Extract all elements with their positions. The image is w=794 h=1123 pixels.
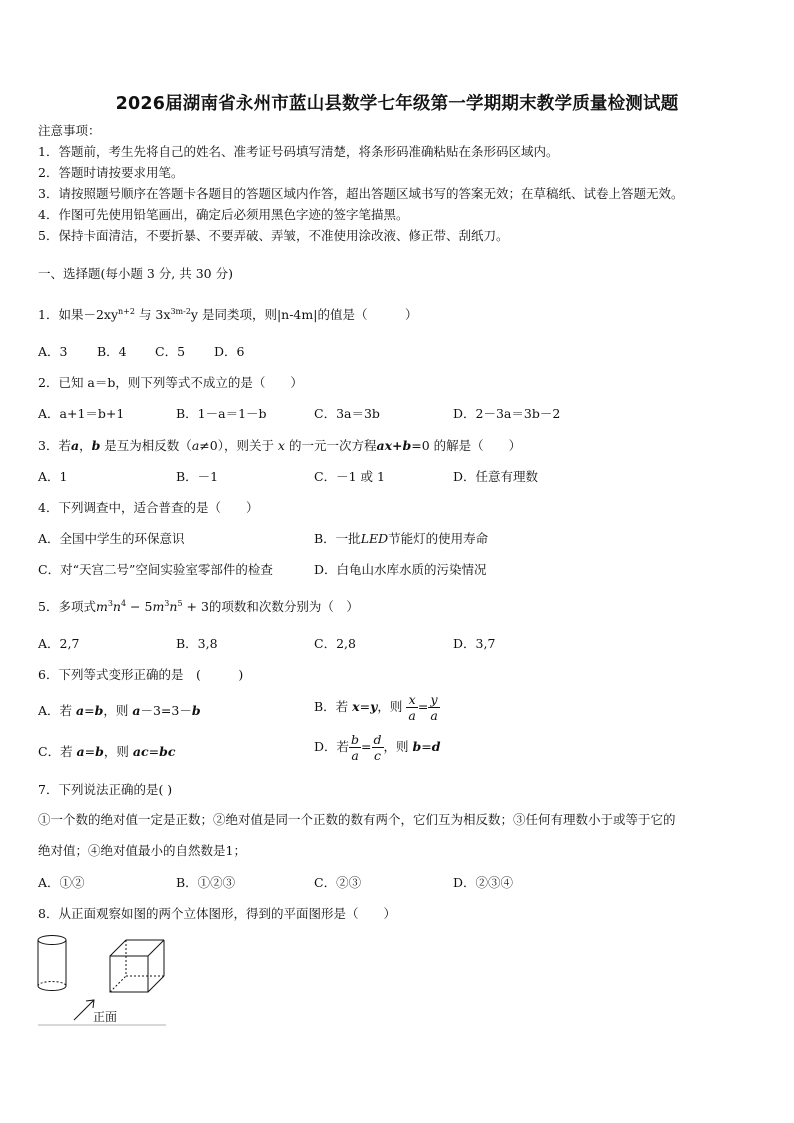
q4-option-b: B．一批LED节能灯的使用寿命 — [314, 531, 489, 546]
q1-option-d: D．6 — [214, 344, 245, 359]
q6-option-b: B．若 x=y，则 $\frac{x}{a}$ = $\frac{y}{a}$ — [314, 692, 438, 723]
notes-heading: 注意事项： — [38, 123, 101, 138]
q4-option-a: A．全国中学生的环保意识 — [38, 531, 185, 546]
q7-statements-line-2: 绝对值；④绝对值最小的自然数是1； — [38, 843, 246, 858]
q1-option-b: B．4 — [97, 344, 127, 359]
page-title: 2026届湖南省永州市蓝山县数学七年级第一学期期末教学质量检测试题 — [115, 94, 679, 114]
note-item-2: 2．答题时请按要求用笔。 — [38, 165, 184, 180]
notes — [38, 120, 683, 246]
q4-option-d: D．白龟山水库水质的污染情况 — [314, 562, 487, 577]
front-view-arrow-icon — [74, 1000, 94, 1020]
q6-option-c: C．若 a=b，则 ac=bc — [38, 744, 176, 759]
question-4: 4．下列调查中，适合普查的是（ ） — [38, 500, 259, 515]
q2-option-c: C．3a＝3b — [314, 406, 380, 421]
question-5: 5．多项式$m^3n^4 - 5m^3n^5 + 3$的项数和次数分别为（ ） — [38, 599, 359, 614]
question-6: 6．下列等式变形正确的是 ( ) — [38, 667, 244, 682]
q7-option-d: D．②③④ — [453, 875, 514, 890]
question-3: 3．若a，b 是互为相反数（a≠0），则关于 x 的一元一次方程ax+b=0 的解是（ ） — [38, 438, 522, 453]
q5-option-c: C．2,8 — [314, 636, 356, 651]
q6-option-d: D．若 $\frac{b}{a}$ = $\frac{d}{c}$ ，则 b=d — [314, 732, 441, 763]
q1-option-a: A．3 — [38, 344, 68, 359]
q3-option-a: A．1 — [38, 469, 68, 484]
q5-option-d: D．3,7 — [453, 636, 496, 651]
q7-option-a: A．①② — [38, 875, 85, 890]
note-item-3: 3．请按照题号顺序在答题卡各题目的答题区域内作答，超出答题区域书写的答案无效；在草稿纸、试卷上答题无效。 — [38, 186, 684, 201]
q1-option-c: C．5 — [155, 344, 186, 359]
q3-option-b: B．－1 — [176, 469, 219, 484]
q7-statements-line-1: ①一个数的绝对值一定是正数；②绝对值是同一个正数的数有两个，它们互为相反数；③任何有理数小于或等于它的 — [38, 812, 676, 827]
front-view-label: 正面 — [93, 1010, 118, 1024]
q2-option-b: B．1－a＝1－b — [176, 406, 267, 421]
q7-option-b: B．①②③ — [176, 875, 236, 890]
question-2: 2．已知 a＝b，则下列等式不成立的是（ ） — [38, 375, 303, 390]
q6-option-a: A．若 a=b，则 a－3=3－b — [38, 703, 201, 718]
fraction-b-over-a: $\frac{b}{a}$ — [351, 732, 360, 763]
solid-figures-diagram — [34, 928, 170, 1028]
section-heading: 一、选择题(每小题 3 分, 共 30 分) — [38, 266, 233, 281]
q2-option-d: D．2－3a＝3b－2 — [453, 406, 561, 421]
q3-option-d: D．任意有理数 — [453, 469, 539, 484]
q7-option-c: C．②③ — [314, 875, 362, 890]
question-8: 8．从正面观察如图的两个立体图形，得到的平面图形是（ ） — [38, 906, 396, 921]
note-item-4: 4．作图可先使用铅笔画出，确定后必须用黑色字迹的签字笔描黑。 — [38, 207, 409, 222]
q5-option-a: A．2,7 — [38, 636, 80, 651]
q3-option-c: C．－1 或 1 — [314, 469, 385, 484]
question-1: 1．如果$-2xy^{n+2}$ 与 $3x^{3m-2}y$ 是同类项，则|n-4m|的值是（ ） — [38, 307, 418, 322]
question-7: 7．下列说法正确的是( ) — [38, 782, 173, 797]
q5-option-b: B．3,8 — [176, 636, 218, 651]
cylinder-figure — [38, 936, 66, 991]
cube-figure — [110, 940, 164, 992]
q2-option-a: A．a+1＝b+1 — [38, 406, 125, 421]
fraction-y-over-a: $\frac{y}{a}$ — [430, 692, 438, 723]
fraction-x-over-a: $\frac{x}{a}$ — [408, 692, 416, 723]
note-item-5: 5．保持卡面清洁，不要折暴、不要弄破、弄皱，不准使用涂改液、修正带、刮纸刀。 — [38, 228, 509, 243]
note-item-1: 1．答题前，考生先将自己的姓名、准考证号码填写清楚，将条形码准确粘贴在条形码区域内。 — [38, 144, 559, 159]
fraction-d-over-c: $\frac{d}{c}$ — [373, 732, 382, 763]
q4-option-c: C．对“天宫二号”空间实验室零部件的检查 — [38, 562, 273, 577]
